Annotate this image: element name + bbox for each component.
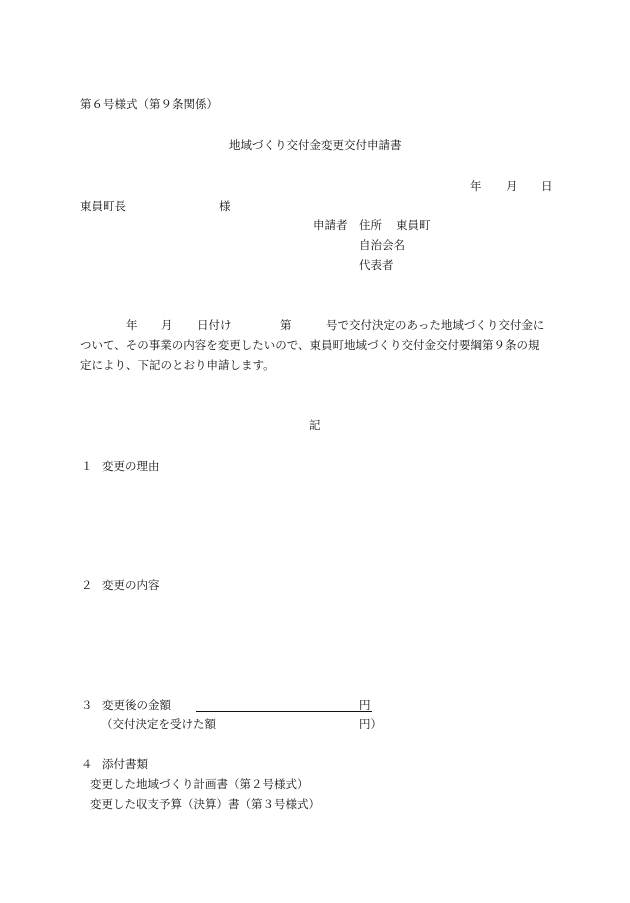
attachment-item: 変更した収支予算（決算）書（第３号様式） bbox=[90, 797, 320, 811]
body-month: 月 bbox=[161, 318, 173, 332]
applicant-label: 申請者 bbox=[313, 218, 348, 232]
addressee-name: 東員町長 bbox=[80, 199, 126, 213]
item-4-label: 添付書類 bbox=[102, 757, 148, 771]
item-3-sub-yen: 円） bbox=[359, 717, 382, 731]
amount-underline bbox=[196, 711, 372, 712]
item-1-label: 変更の理由 bbox=[102, 459, 160, 473]
association-label: 自治会名 bbox=[359, 238, 405, 252]
representative-label: 代表者 bbox=[359, 258, 394, 272]
body-year: 年 bbox=[126, 318, 138, 332]
item-3-sub-label: （交付決定を受けた額 bbox=[101, 717, 216, 731]
date-month: 月 bbox=[506, 179, 518, 193]
item-2-label: 変更の内容 bbox=[102, 578, 160, 592]
item-1-number: １ bbox=[81, 459, 93, 473]
ki-heading: 記 bbox=[309, 418, 321, 432]
body-date-suffix: 日付け bbox=[197, 318, 232, 332]
body-line-2: ついて、その事業の内容を変更したいので、東員町地域づくり交付金交付要綱第９条の規 bbox=[80, 338, 540, 352]
form-number: 第６号様式（第９条関係） bbox=[80, 97, 218, 111]
body-line-3: 定により、下記のとおり申請します。 bbox=[80, 358, 275, 372]
document-title: 地域づくり交付金変更交付申請書 bbox=[229, 138, 402, 152]
body-line-1-rest: 号で交付決定のあった地域づくり交付金に bbox=[326, 318, 545, 332]
attachment-item: 変更した地域づくり計画書（第２号様式） bbox=[90, 777, 309, 791]
item-2-number: ２ bbox=[81, 578, 93, 592]
addressee-honorific: 様 bbox=[219, 199, 231, 213]
date-day: 日 bbox=[541, 179, 553, 193]
address-value: 東員町 bbox=[396, 218, 431, 232]
item-3-label: 変更後の金額 bbox=[102, 698, 171, 712]
item-3-number: ３ bbox=[81, 698, 93, 712]
date-year: 年 bbox=[470, 179, 482, 193]
body-number-prefix: 第 bbox=[280, 318, 292, 332]
item-4-number: ４ bbox=[81, 757, 93, 771]
item-3-yen: 円 bbox=[359, 698, 371, 712]
address-label: 住所 bbox=[359, 218, 382, 232]
